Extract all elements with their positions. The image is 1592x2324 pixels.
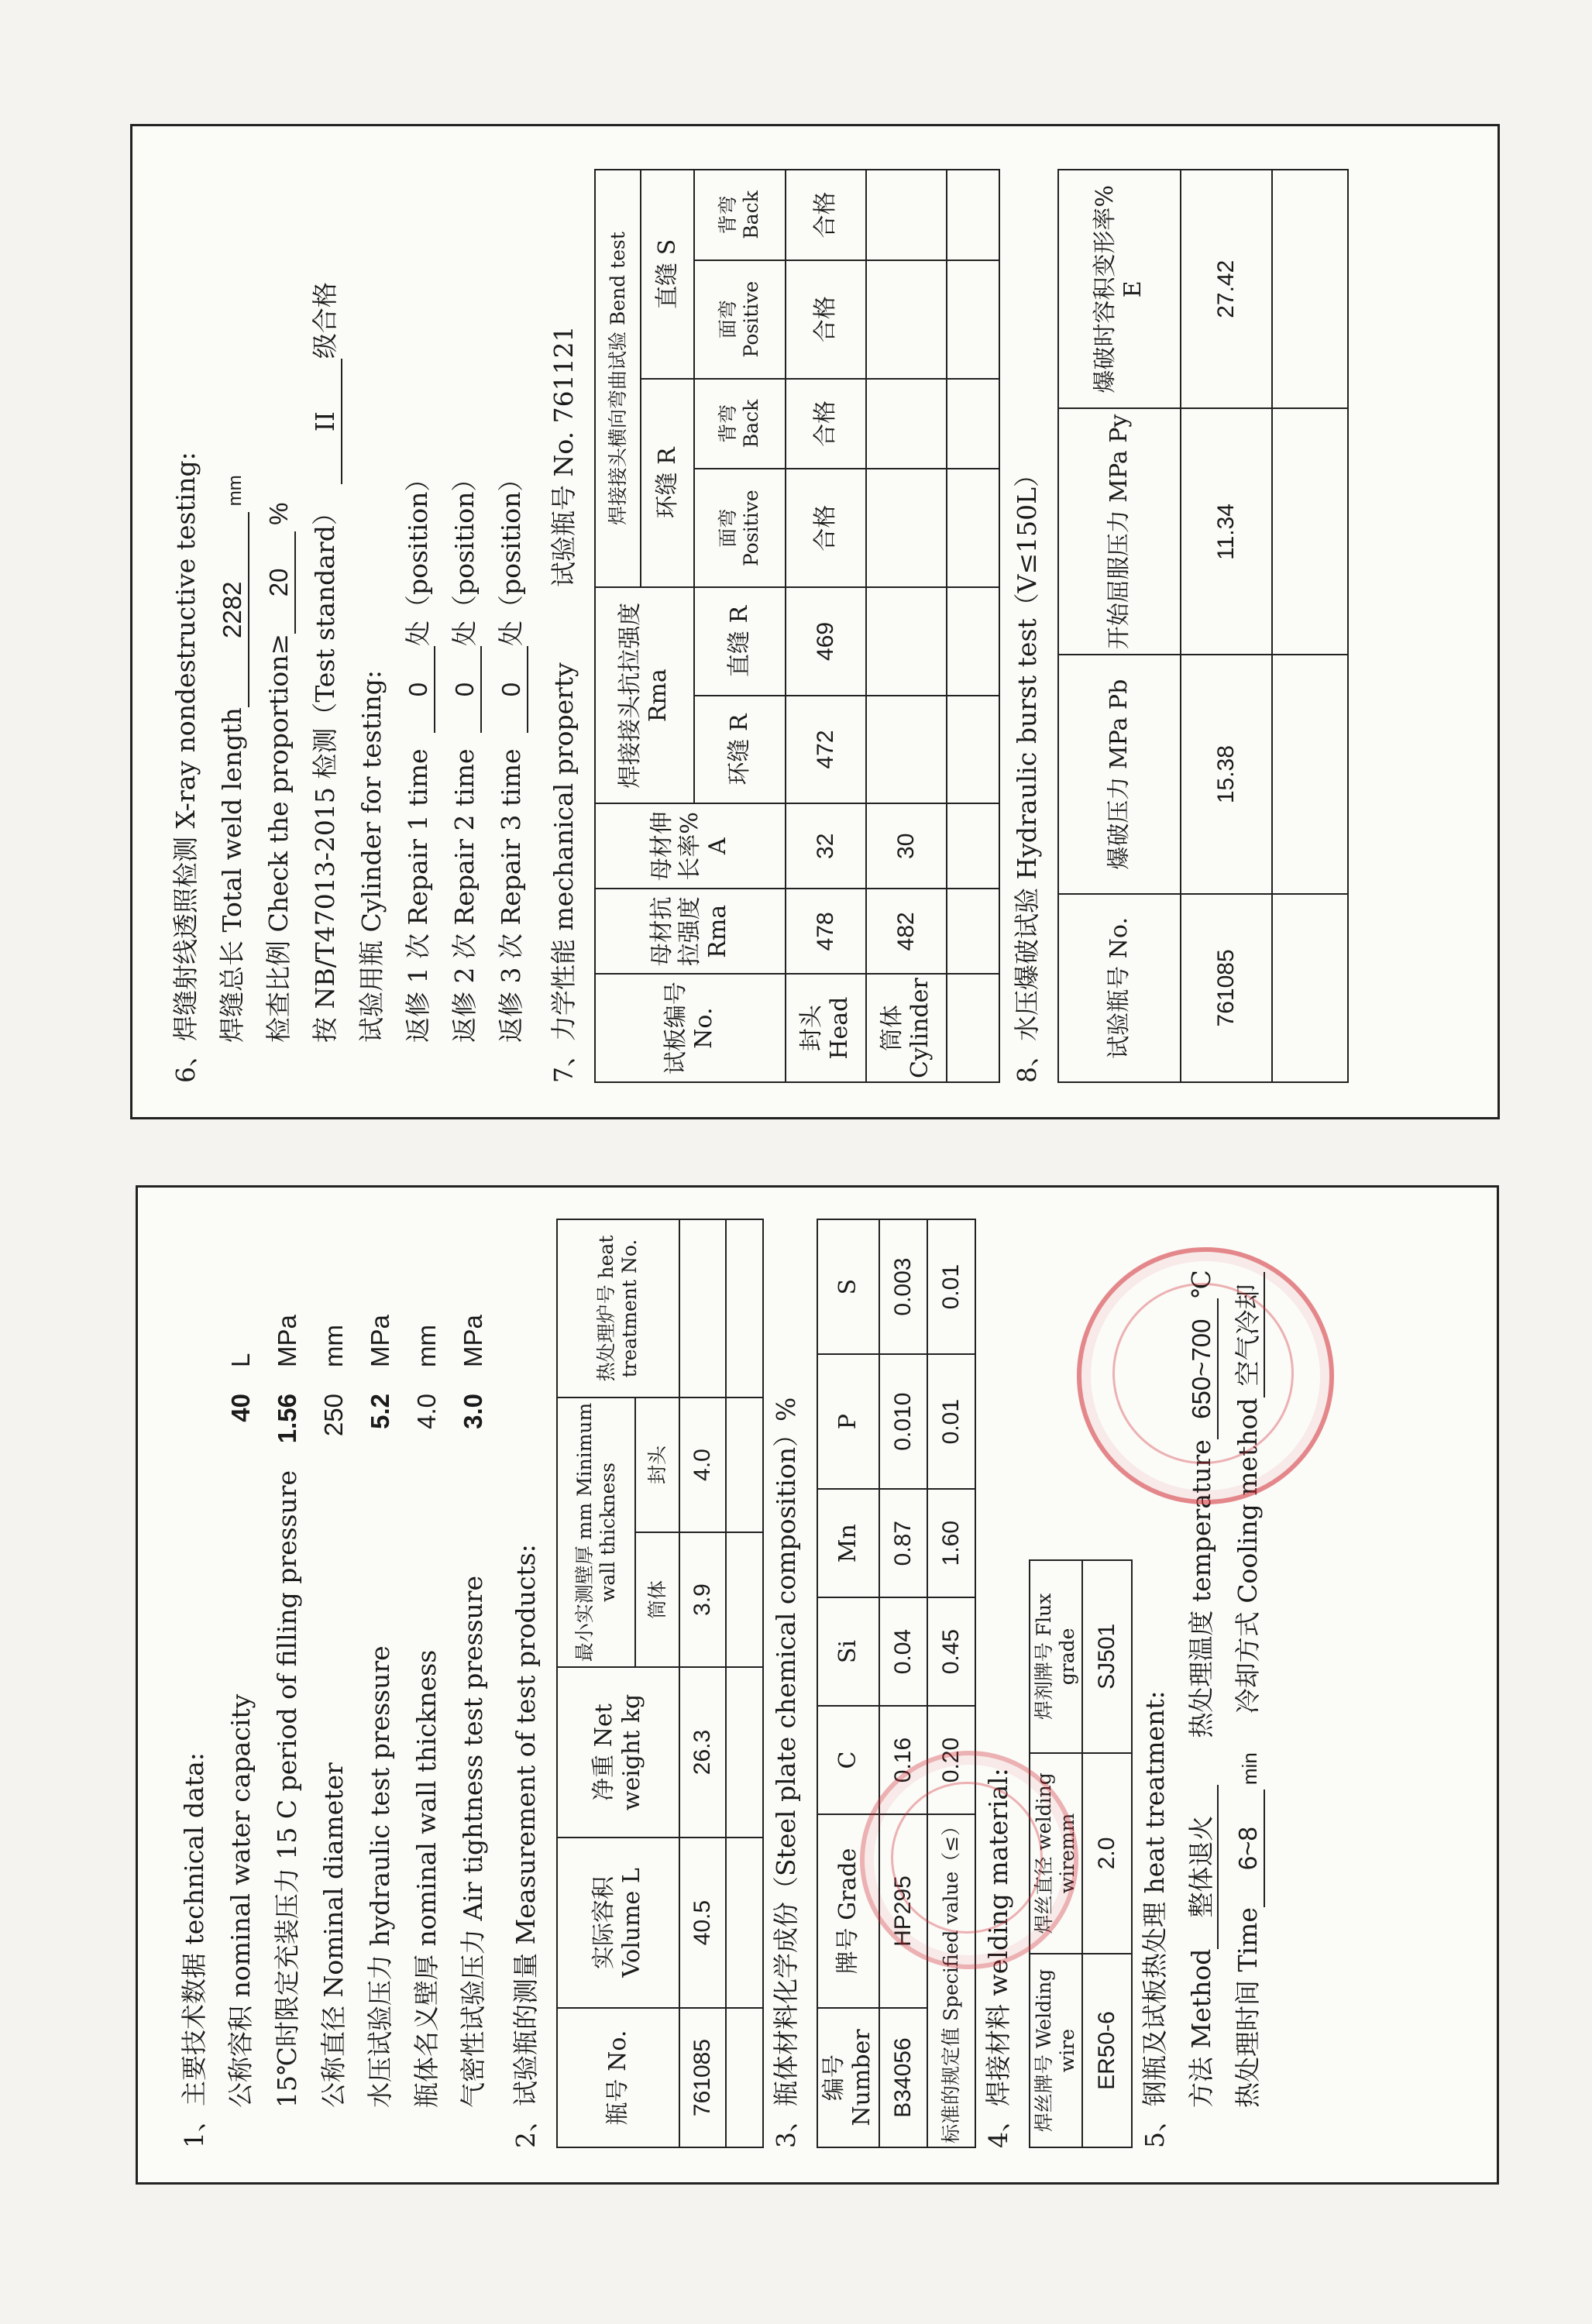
table-cell: 0.003	[879, 1219, 927, 1354]
section-mechanical	[548, 126, 1000, 1083]
spec-unit: L	[226, 1353, 255, 1367]
col-header: 背弯 Back	[694, 379, 786, 469]
col-header: 焊剂牌号 Flux grade	[1030, 1560, 1082, 1753]
table-cell: 0.20	[927, 1706, 975, 1814]
table-cell	[679, 1219, 726, 1397]
position-label: 处（position）	[403, 466, 433, 646]
table-cell: 27.42	[1181, 170, 1272, 409]
weld-length-label: 焊缝总长 Total weld length	[217, 707, 247, 1043]
chemical-table	[817, 1219, 976, 2148]
table-cell: 3.9	[679, 1532, 726, 1667]
col-header: Si	[817, 1597, 879, 1706]
table-cell	[866, 260, 947, 379]
repair-count: 0	[449, 646, 482, 733]
spec-label: 公称容积 nominal water capacity	[225, 1693, 256, 2108]
cylinder-label: 试验用瓶 Cylinder for testing:	[356, 669, 387, 1043]
table-cell	[866, 587, 947, 696]
section-title: 8、水压爆破试验 Hydraulic burst test（V≤150L）	[1012, 461, 1042, 1083]
table-row	[679, 1219, 726, 2147]
col-header: 焊丝直径 welding wiremm	[1030, 1753, 1082, 1954]
spec-row	[318, 1188, 364, 2148]
spec-value: 5.2	[366, 1394, 394, 1429]
right-panel	[130, 124, 1500, 1119]
col-header: S	[817, 1219, 879, 1354]
table-cell: 32	[786, 803, 866, 889]
burst-table	[1057, 169, 1349, 1083]
col-header: 封头	[635, 1397, 679, 1532]
col-header: 筒体	[635, 1532, 679, 1667]
col-header: 热处理炉号 heat treatment No.	[557, 1219, 679, 1397]
col-header: 环缝 R	[641, 379, 694, 588]
col-header: 试板编号 No.	[595, 974, 786, 1082]
table-row	[879, 1219, 927, 2147]
table-cell: 0.16	[879, 1706, 927, 1814]
proportion-label: 检查比例 Check the proportion≥	[263, 633, 294, 1043]
table-cell	[866, 379, 947, 469]
position-label: 处（position）	[496, 466, 526, 646]
time-label: 热处理时间 Time	[1233, 1907, 1263, 2108]
section-burst-test	[1011, 126, 1349, 1083]
time-value: 6~8	[1232, 1789, 1265, 1907]
table-cell: ER50-6	[1082, 1954, 1132, 2147]
section-title: 2、试验瓶的测量 Measurement of test products:	[511, 1544, 541, 2148]
cool-label: 冷却方式 Cooling method	[1233, 1397, 1263, 1714]
right-panel-content	[132, 126, 1497, 1117]
table-cell: 0.010	[879, 1354, 927, 1489]
position-label: 处（position）	[449, 466, 480, 646]
temp-label: 热处理温度 temperature	[1186, 1439, 1216, 1738]
bottle-number: 试验瓶号 No. 761121	[548, 325, 579, 587]
spec-row	[411, 1188, 457, 2148]
spec-value: 3.0	[459, 1394, 487, 1429]
table-cell: 482	[866, 889, 947, 974]
spec-label: 水压试验压力 hydraulic test pressure	[365, 1645, 395, 2108]
weld-length-unit: mm	[225, 475, 246, 507]
grade-value: II	[309, 359, 342, 484]
repair-row	[449, 126, 495, 1083]
spec-label: 瓶体名义壁厚 nominal wall thickness	[411, 1649, 442, 2108]
col-header: 面弯 Positive	[694, 469, 786, 587]
spec-row	[271, 1188, 318, 2148]
col-header: 编号 Number	[817, 2008, 879, 2147]
table-cell: 1.60	[927, 1489, 975, 1597]
spec-row	[364, 1188, 411, 2148]
spec-value: 250	[319, 1394, 348, 1437]
section-title: 4、焊接材料 welding material:	[983, 1768, 1013, 2148]
table-cell: 0.01	[927, 1354, 975, 1489]
repair-label: 返修 3 次 Repair 3 time	[496, 748, 526, 1043]
spec-label: 气密性试验压力 Air tightness test pressure	[458, 1575, 488, 2108]
section-measurement	[510, 1188, 764, 2148]
col-header: P	[817, 1354, 879, 1489]
mechanical-table	[594, 169, 1000, 1083]
table-cell	[866, 469, 947, 587]
spec-value: 1.56	[273, 1394, 301, 1444]
table-cell	[866, 696, 947, 804]
table-row	[866, 170, 947, 1082]
repair-row	[402, 126, 449, 1083]
repair-label: 返修 2 次 Repair 2 time	[449, 748, 480, 1043]
col-header: 焊丝牌号 Welding wire	[1030, 1954, 1082, 2147]
table-cell: 合格	[786, 170, 866, 260]
table-cell: 合格	[786, 379, 866, 469]
spec-unit: MPa	[366, 1315, 394, 1367]
spec-row	[225, 1188, 271, 2148]
table-cell: 0.01	[927, 1219, 975, 1354]
weld-length-value: 2282	[216, 512, 249, 707]
col-header: 焊接接头抗拉强度 Rma	[595, 587, 694, 803]
section-technical-data	[178, 1188, 504, 2148]
col-header: 面弯 Positive	[694, 260, 786, 379]
col-header: Mn	[817, 1489, 879, 1597]
spec-unit: MPa	[273, 1315, 301, 1367]
spec-label: 公称直径 Nominal diameter	[318, 1762, 349, 2108]
col-header: 爆破压力 MPa Pb	[1058, 655, 1181, 893]
table-cell: 761085	[1181, 894, 1272, 1082]
spec-unit: MPa	[459, 1315, 487, 1367]
col-header: 牌号 Grade	[817, 1814, 879, 2008]
col-header: 焊接接头横向弯曲试验 Bend test	[595, 170, 641, 587]
spec-row	[457, 1188, 504, 2148]
table-cell: 合格	[786, 469, 866, 587]
temp-value: 650~700	[1185, 1298, 1219, 1439]
proportion-unit: %	[264, 502, 293, 525]
method-value: 整体退火	[1185, 1785, 1219, 1949]
table-cell: 0.45	[927, 1597, 975, 1706]
section-xray	[170, 126, 542, 1083]
standard-label: 按 NB/T47013-2015 检测（Test standard）	[310, 500, 340, 1043]
spec-value: 40	[226, 1394, 255, 1422]
table-cell: 合格	[786, 260, 866, 379]
table-cell: SJ501	[1082, 1560, 1132, 1753]
repair-label: 返修 1 次 Repair 1 time	[403, 748, 433, 1043]
cool-value: 空气冷却	[1232, 1272, 1265, 1397]
table-cell: B34056	[879, 2008, 927, 2147]
table-row	[927, 1219, 975, 2147]
time-unit: min	[1238, 1752, 1261, 1786]
table-cell: 761085	[679, 2008, 726, 2147]
spec-value: 4.0	[412, 1394, 441, 1429]
table-cell: HP295	[879, 1814, 927, 2008]
grade-suffix: 级合格	[310, 282, 340, 359]
section-title: 6、焊缝射线透照检测 X-ray nondestructive testing:	[170, 452, 201, 1083]
section-title: 5、钢瓶及试板热处理 heat treatment:	[1140, 1690, 1170, 2148]
col-header: 试验瓶号 No.	[1058, 894, 1181, 1082]
col-header: 环缝 R	[694, 696, 786, 804]
section-chemical	[770, 1188, 976, 2148]
col-header: 背弯 Back	[694, 170, 786, 260]
col-header: 最小实测壁厚 mm Minimum wall thickness	[557, 1397, 635, 1667]
repair-row	[495, 126, 542, 1083]
table-cell: 30	[866, 803, 947, 889]
table-row	[786, 170, 866, 1082]
table-cell: 2.0	[1082, 1753, 1132, 1954]
col-header: 净重 Net weight kg	[557, 1667, 679, 1838]
spec-label: 15℃时限定充装压力 15 C period of filling pressure	[272, 1470, 302, 2108]
table-cell: 4.0	[679, 1397, 726, 1532]
spec-unit: mm	[412, 1325, 441, 1367]
table-cell: 478	[786, 889, 866, 974]
inspection-seal	[860, 1751, 1078, 1969]
table-cell: 40.5	[679, 1838, 726, 2008]
table-cell: 筒体 Cylinder	[866, 974, 947, 1082]
table-row	[1181, 170, 1272, 1082]
table-cell: 0.04	[879, 1597, 927, 1706]
table-cell: 469	[786, 587, 866, 696]
col-header: 瓶号 No.	[557, 2008, 679, 2147]
col-header: C	[817, 1706, 879, 1814]
col-header: 母材抗拉强度 Rma	[595, 889, 786, 974]
col-header: 直缝 R	[694, 587, 786, 696]
measurement-table	[556, 1219, 764, 2148]
temp-unit: ℃	[1186, 1270, 1216, 1299]
inspection-seal	[1077, 1247, 1334, 1504]
section-title: 3、瓶体材料化学成份（Steel plate chemical composition）%	[771, 1397, 801, 2148]
table-row	[1082, 1560, 1132, 2147]
spec-unit: mm	[319, 1325, 348, 1367]
table-cell: 封头 Head	[786, 974, 866, 1082]
section-title: 1、主要技术数据 technical data:	[179, 1752, 209, 2148]
table-cell: 26.3	[679, 1667, 726, 1838]
table-cell: 11.34	[1181, 409, 1272, 655]
table-cell	[866, 170, 947, 260]
table-cell: 15.38	[1181, 655, 1272, 893]
repair-count: 0	[495, 646, 528, 733]
repair-count: 0	[402, 646, 435, 733]
col-header: 开始屈服压力 MPa Py	[1058, 409, 1181, 655]
col-header: 爆破时容积变形率% E	[1058, 170, 1181, 409]
table-cell: 标准的规定值 Specified value（≤）	[927, 1814, 975, 2147]
section-title: 7、力学性能 mechanical property	[548, 662, 579, 1083]
col-header: 直缝 S	[641, 170, 694, 379]
table-row	[726, 1219, 763, 2147]
col-header: 实际容积 Volume L	[557, 1838, 679, 2008]
table-cell: 472	[786, 696, 866, 804]
table-cell: 0.87	[879, 1489, 927, 1597]
method-label: 方法 Method	[1186, 1948, 1216, 2108]
proportion-value: 20	[263, 531, 296, 634]
col-header: 母材伸长率% A	[595, 803, 786, 889]
